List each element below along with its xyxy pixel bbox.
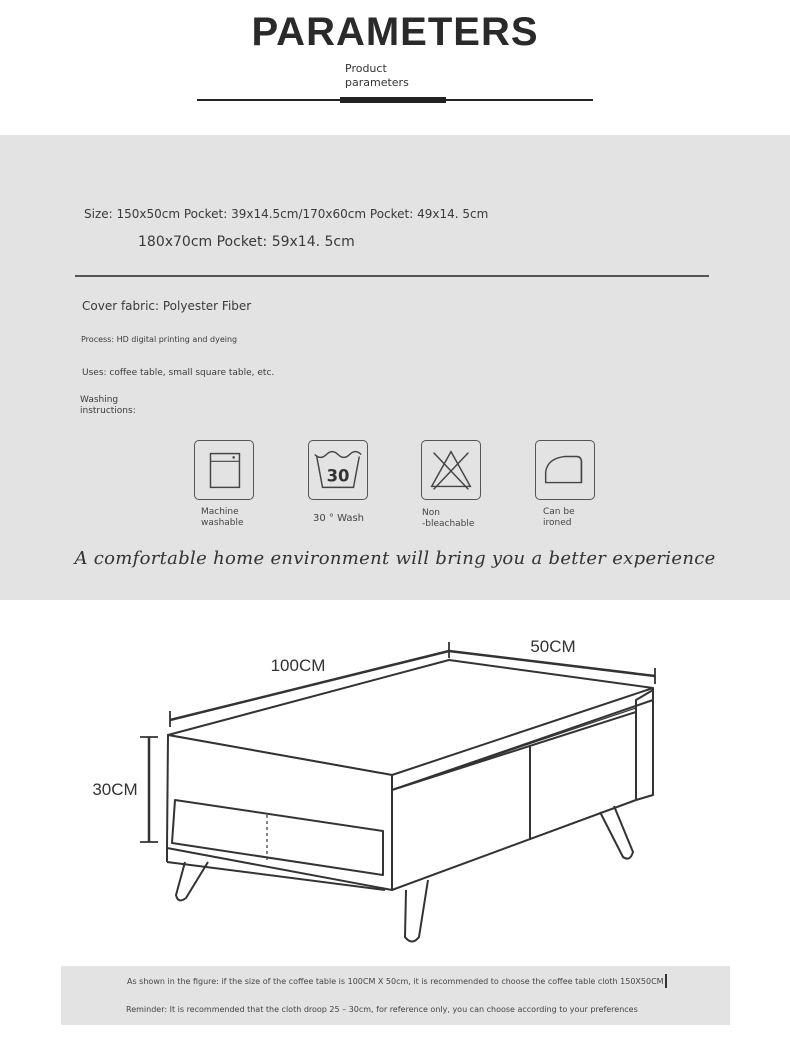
washing-machine-icon	[194, 440, 254, 500]
length-label: 100CM	[270, 656, 326, 675]
subtitle-line-1: Product	[345, 62, 387, 75]
page-subtitle	[345, 62, 465, 90]
care-label-wash: 30 ° Wash	[313, 513, 365, 524]
panel-divider	[75, 275, 709, 277]
slogan: A comfortable home environment will bring you a better experience	[74, 548, 716, 569]
reminder-note: Reminder: It is recommended that the cloth droop 25 – 30cm, for reference only, you can choose according to your preferences	[126, 1005, 638, 1014]
note-panel	[61, 966, 730, 1025]
subtitle-line-2: parameters	[345, 76, 409, 89]
fabric-line: Cover fabric: Polyester Fiber	[82, 299, 252, 313]
wash-30-icon	[308, 440, 368, 500]
coffee-table-illustration	[60, 620, 700, 960]
height-label: 30CM	[92, 780, 138, 799]
note-divider	[665, 974, 667, 988]
washing-label-line-2: instructions:	[80, 406, 136, 416]
page-title: PARAMETERS	[251, 10, 539, 54]
size-line-2: 180x70cm Pocket: 59x14. 5cm	[138, 234, 355, 250]
washing-label	[80, 395, 136, 417]
no-bleach-icon	[421, 440, 481, 500]
coffee-table-diagram	[60, 620, 700, 960]
washing-label-line-1: Washing	[80, 395, 119, 405]
care-label-machine: Machine washable	[201, 507, 244, 528]
size-recommendation-note: As shown in the figure: if the size of the coffee table is 100CM X 50cm, it is recommended to choose the coffee table cloth 150X50CM	[127, 977, 664, 986]
iron-icon	[535, 440, 595, 500]
process-line: Process: HD digital printing and dyeing	[81, 335, 238, 344]
care-label-bleach: Non -bleachable	[422, 508, 475, 529]
wash-temperature: 30	[326, 466, 350, 486]
uses-line: Uses: coffee table, small square table, etc.	[82, 368, 275, 378]
care-label-iron: Can be ironed	[543, 507, 575, 528]
width-label: 50CM	[530, 637, 576, 656]
size-line-1: Size: 150x50cm Pocket: 39x14.5cm/170x60cm Pocket: 49x14. 5cm	[84, 207, 489, 221]
title-divider-accent	[340, 97, 446, 103]
